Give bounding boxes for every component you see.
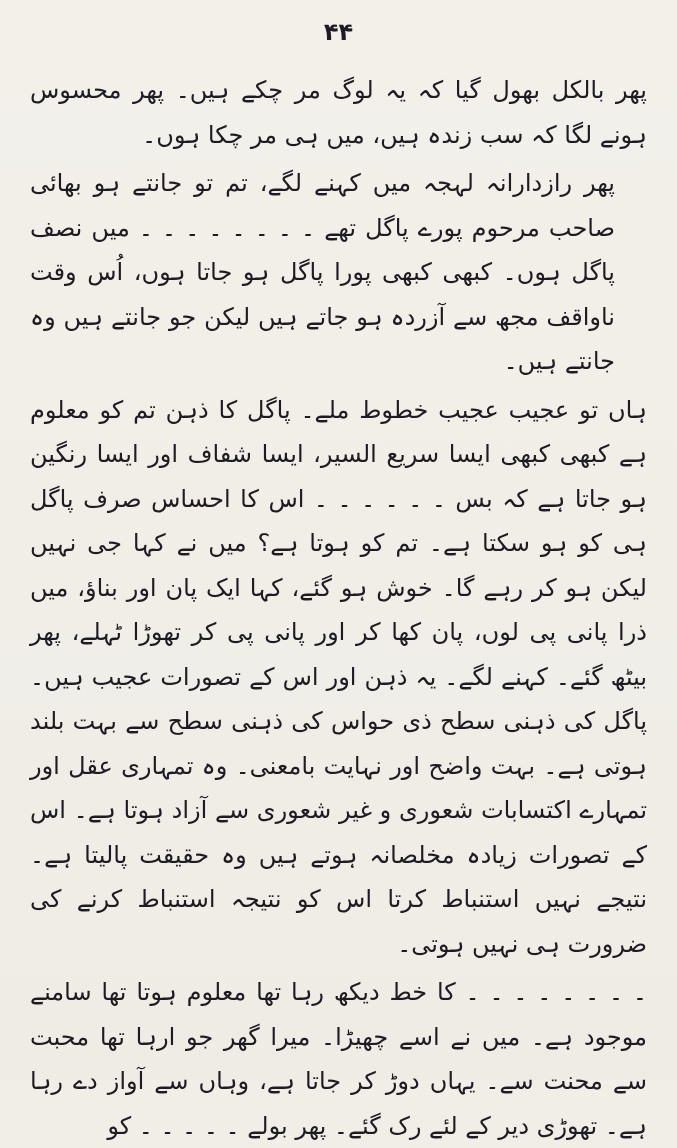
paragraph: ۔ ۔ ۔ ۔ ۔ ۔ ۔ ۔ کا خط دیکھ رہا تھا معلوم ہوتا تھا سامنے موجود ہے۔ میں نے اسے چھیڑا۔ میرا گھر جو ارہا تھا محبت سے محنت سے۔ یہاں دوڑ کر جاتا ہے، وہاں سے آواز دے رہا ہے۔ تھوڑی دیر کے لئے رک گئے۔ پھر بولے ۔ ۔ ۔ ۔ ۔ کو [30, 978, 647, 1140]
page-number: ۴۴ [323, 18, 354, 46]
paragraph: ہاں تو عجیب عجیب خطوط ملے۔ پاگل کا ذہن تم کو معلوم ہے کبھی کبھی ایسا سریع السیر، ایسا شفاف اور ایسا رنگین ہو جاتا ہے کہ بس ۔ ۔ ۔ ۔ ۔ ۔ اس کا احساس صرف پاگل ہی کو ہو سکتا ہے۔ تم کو ہوتا ہے؟ میں نے کہا جی نہیں لیکن ہو کر رہے گا۔ خوش ہو گئے، کہا ایک پان اور بناؤ، میں ذرا پانی پی لوں، پان کھا کر اور پانی پی کر تھوڑا ٹہلے، پھر بیٹھ گئے۔ کہنے لگے۔ یہ ذہن اور اس کے تصورات عجیب ہیں۔ پاگل کی ذہنی سطح ذی حواس کی ذہنی سطح سے بہت بلند ہوتی ہے۔ بہت واضح اور نہایت بامعنی۔ وہ تمہاری عقل اور تمہارے اکتسابات شعوری و غیر شعوری سے آزاد ہوتا ہے۔ اس کے تصورات زیادہ مخلصانہ ہوتے ہیں وہ حقیقت پالیتا ہے۔ نتیجے نہیں استنباط کرتا اس کو نتیجہ استنباط کرنے کی ضرورت ہی نہیں ہوتی۔ [30, 395, 647, 958]
paragraph: پھر بالکل بھول گیا کہ یہ لوگ مر چکے ہیں۔ پھر محسوس ہونے لگا کہ سب زندہ ہیں، میں ہی مر چکا ہوں۔ [30, 76, 647, 149]
body-text [30, 68, 647, 1148]
paragraph: پھر رازدارانہ لہجہ میں کہنے لگے، تم تو جانتے ہو بھائی صاحب مرحوم پورے پاگل تھے ۔ ۔ ۔ ۔ ۔ ۔ ۔ ۔ میں نصف پاگل ہوں۔ کبھی کبھی پورا پاگل ہو جاتا ہوں، اُس وقت ناواقف مجھ سے آزردہ ہو جاتے ہیں لیکن جو جانتے ہیں وہ جانتے ہیں۔ [30, 169, 615, 375]
